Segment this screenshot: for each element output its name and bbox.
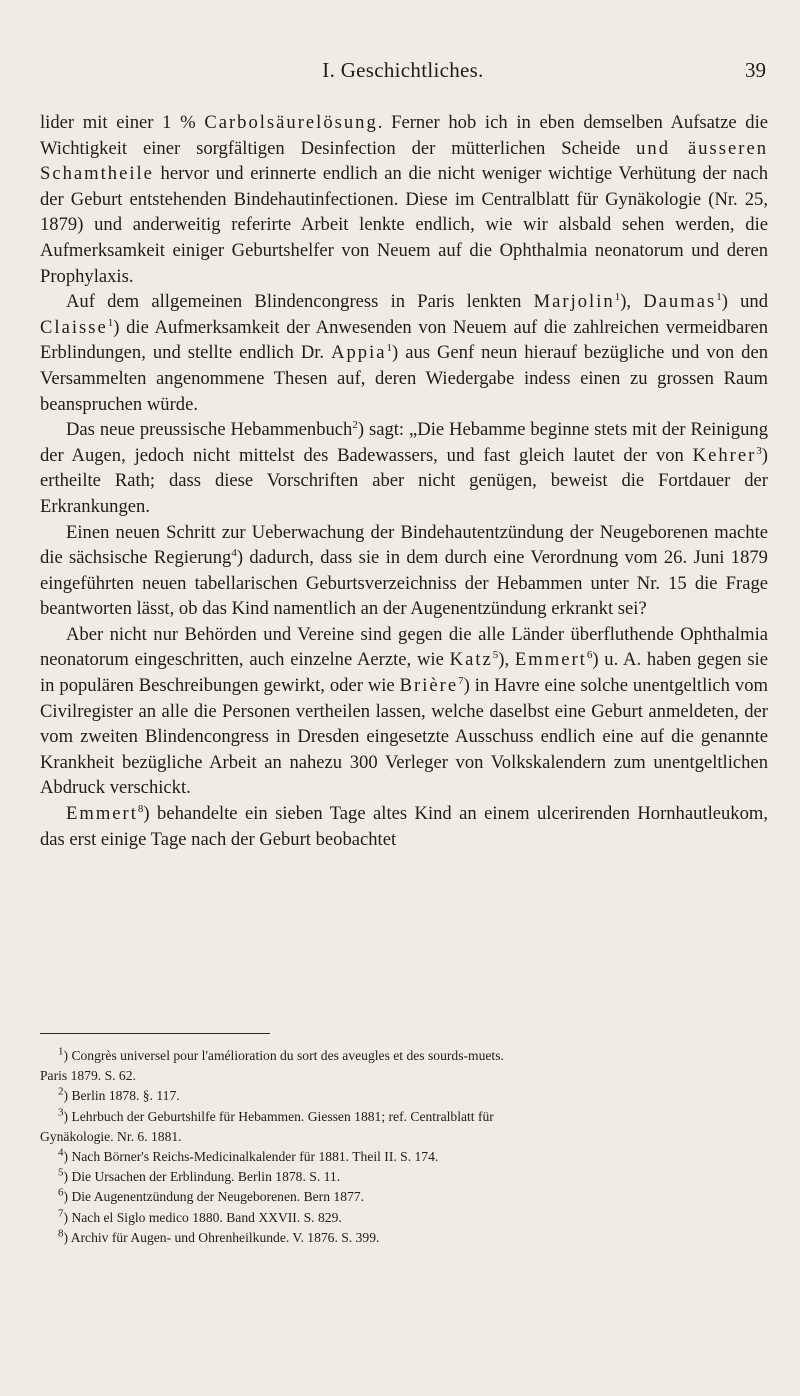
running-title: I. Geschichtliches.	[322, 58, 484, 82]
footnote-mark: 1	[58, 1045, 64, 1058]
footnote: $^3$) Lehrbuch der Geburtshilfe für Hebammen. Giessen 1881; ref. Centralblatt für	[58, 1106, 494, 1124]
paragraph	[40, 289, 768, 417]
footnote-text: Lehrbuch der Geburtshilfe für Hebammen. Giessen 1881; ref. Centralblatt für	[71, 1108, 494, 1124]
footnote-text: Die Augenentzündung der Neugeborenen. Bern 1877.	[71, 1189, 364, 1205]
paragraph	[40, 520, 768, 622]
footnote-text: Die Ursachen der Erblindung. Berlin 1878. S. 11.	[71, 1169, 341, 1185]
paragraph	[40, 801, 768, 852]
author-name: Emmert	[514, 649, 587, 671]
text-run: ) dadurch, dass sie in dem durch eine Verordnung vom 26. Juni 1879 eingeführten neuen tabellarischen Geburtsverzeichniss der Hebammen unter Nr. 15 die Frage beantworten lässt, ob das Kind namentlich an der Augenentzündung erkrankt sei?	[40, 547, 768, 620]
spaced-term: Carbolsäurelösung	[204, 112, 378, 133]
footnote-text: Nach Börner's Reichs-Medicinalkalender für 1881. Theil II. S. 174.	[71, 1149, 439, 1165]
author-name: Claisse	[40, 316, 108, 338]
footnote: $^8$) Archiv für Augen- und Ohrenheilkunde. V. 1876. S. 399.	[58, 1227, 380, 1245]
footnote-mark: 7	[58, 1207, 64, 1220]
spaced-term: und äusseren Schamtheile	[40, 137, 768, 185]
text-run: Einen neuen Schritt zur Ueberwachung der Bindehautentzündung der Neugeborenen machte die sächsische Regierung	[40, 521, 768, 569]
text-run: lider mit einer 1 %	[40, 112, 205, 133]
footnote-mark: 6	[58, 1186, 64, 1199]
footnote-continuation	[40, 1066, 768, 1086]
footnote-ref: 3	[756, 444, 762, 457]
footnote: $^7$) Nach el Siglo medico 1880. Band XXVII. S. 829.	[58, 1207, 342, 1225]
footnote-mark: 5	[58, 1166, 64, 1179]
text-run: ) u. A. haben gegen sie in populären Beschreibungen gewirkt, oder wie	[40, 649, 768, 697]
footnote-ref: 1	[107, 316, 114, 329]
footnote-mark: 8	[58, 1227, 64, 1240]
footnote-text: Nach el Siglo medico 1880. Band XXVII. S. 829.	[71, 1209, 342, 1225]
text-run: ) sagt: „Die Hebamme beginne stets mit der Reinigung der Augen, jedoch nicht mittelst des Badewassers, und fast gleich lautet der von	[40, 419, 768, 466]
footnote-divider	[40, 1033, 270, 1034]
text-run: ) die Aufmerksamkeit der Anwesenden von Neuem auf die zahlreichen vermeidbaren Erblindungen, und stellte endlich Dr.	[40, 316, 768, 364]
paragraph	[40, 417, 768, 519]
footnote: $^6$) Die Augenentzündung der Neugeborenen. Bern 1877.	[58, 1186, 364, 1205]
running-header	[40, 58, 766, 90]
footnote-text: Paris 1879. S. 62.	[40, 1068, 136, 1084]
author-name: Emmert	[66, 803, 138, 825]
footnote-ref: 5	[492, 649, 499, 662]
footnote-mark: 4	[58, 1146, 64, 1159]
paragraph	[40, 622, 768, 801]
author-name: Daumas	[643, 291, 717, 313]
text-run: ) in Havre eine solche unentgeltlich vom Civilregister an alle die Personen vertheilen lassen, welche daselbst eine Geburt anmeldeten, der vom zweiten Blindencongress in Dresden eingesetzte Ausschuss endlich eine auf die genannte Krankheit bezügliche Arbeit an nahezu 300 Verleger von Volkskalendern zum unentgeltlichen Abdruck verschickt.	[40, 675, 768, 799]
text-run: hervor und erinnerte endlich an die nicht weniger wichtige Verhütung der nach der Geburt entstehenden Bindehautinfectionen. Diese im Centralblatt für Gynäkologie (Nr. 25, 1879) und anderweitig referirte Arbeit lenkte endlich, wie wir alsbald sehen werden, die Aufmerksamkeit einiger Geburtshelfer von Neuem auf die Ophthalmia neonatorum und deren Prophylaxis.	[40, 163, 768, 287]
footnote-ref: 1	[716, 290, 722, 303]
text-run: ) aus Genf neun hierauf bezügliche und von den Versammelten angenommene Thesen auf, deren Wiedergabe indess einen zu grossen Raum beanspruchen würde.	[40, 342, 768, 415]
paragraph	[40, 110, 768, 289]
footnote-ref: 2	[352, 418, 358, 431]
footnote-ref: 1	[614, 290, 621, 303]
text-run: Das neue preussische Hebammenbuch	[66, 419, 353, 441]
text-run: Auf dem allgemeinen Blindencongress in Paris lenkten	[66, 291, 534, 313]
text-run: ) ertheilte Rath; dass diese Vorschriften aber nicht genügen, beweist die Fortdauer der Erkrankungen.	[40, 444, 768, 517]
text-run: ) und	[721, 291, 768, 313]
footnote-mark: 2	[58, 1085, 64, 1098]
footnote: $^4$) Nach Börner's Reichs-Medicinalkalender für 1881. Theil II. S. 174.	[58, 1146, 439, 1165]
text-run: . Ferner hob ich in eben demselben Aufsatze die Wichtigkeit einer sorgfältigen Desinfection der mütterlichen Scheide	[40, 112, 769, 159]
page-number: 39	[745, 58, 766, 82]
footnote-ref: 1	[386, 342, 393, 355]
footnote-text: Archiv für Augen- und Ohrenheilkunde. V. 1876. S. 399.	[70, 1229, 380, 1245]
footnote-continuation	[40, 1127, 768, 1147]
footnote-ref: 4	[231, 546, 237, 559]
author-name: Katz	[449, 649, 493, 671]
footnote-ref: 8	[137, 802, 144, 815]
text-run: ),	[498, 649, 515, 671]
footnote-text: Gynäkologie. Nr. 6. 1881.	[40, 1128, 182, 1144]
author-name: Appia	[331, 342, 387, 364]
footnote: $^5$) Die Ursachen der Erblindung. Berlin 1878. S. 11.	[58, 1166, 341, 1185]
footnote-ref: 7	[458, 674, 464, 687]
author-name: Brière	[399, 675, 459, 697]
footnote-text: Berlin 1878. §. 117.	[71, 1088, 180, 1104]
footnote-mark: 3	[58, 1106, 64, 1119]
main-text	[40, 110, 768, 852]
author-name: Marjolin	[533, 291, 615, 313]
footnote: $^2$) Berlin 1878. §. 117.	[58, 1085, 180, 1104]
text-run: ) behandelte ein sieben Tage altes Kind an einem ulcerirenden Hornhautleukom, das erst einige Tage nach der Geburt beobachtet	[40, 803, 768, 850]
footnotes	[40, 1046, 768, 1248]
text-run: Aber nicht nur Behörden und Vereine sind gegen die alle Länder überfluthende Ophthalmia neonatorum eingeschritten, auch einzelne Aerzte, wie	[40, 623, 768, 671]
author-name: Kehrer	[692, 444, 757, 466]
footnote-ref: 6	[586, 649, 593, 662]
footnote-text: Congrès universel pour l'amélioration du sort des aveugles et des sourds-muets.	[71, 1048, 504, 1063]
footnote: $^1$) Congrès universel pour l'amélioration du sort des aveugles et des sourds-muets.	[58, 1045, 504, 1063]
text-run: ),	[620, 291, 644, 313]
